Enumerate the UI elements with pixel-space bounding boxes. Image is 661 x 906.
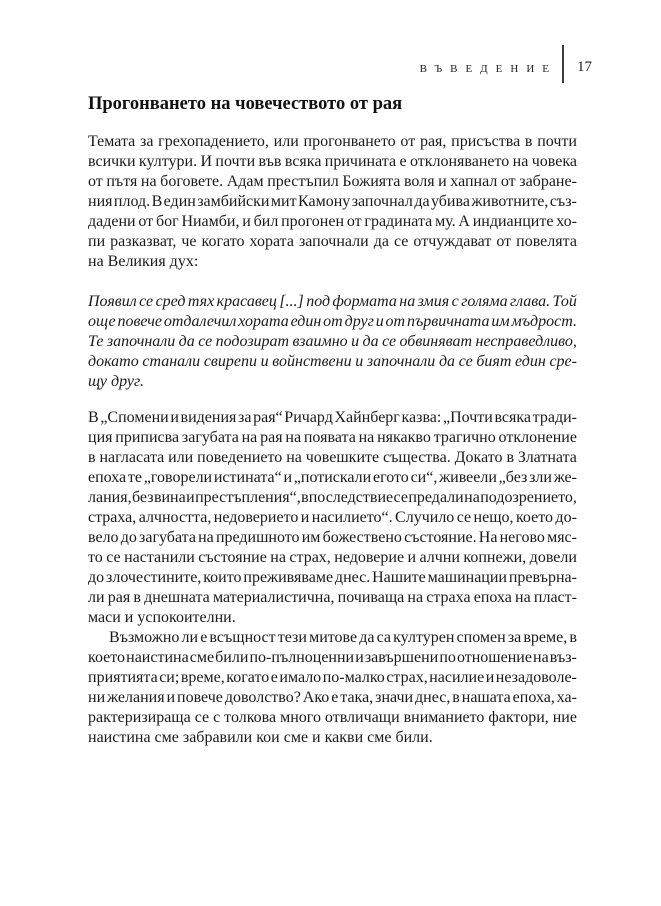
page-number: 17 (577, 59, 592, 75)
text-line: маси и успокоителни. (88, 609, 236, 626)
text-line: което наистина сме били по-пълноценни и завършени по отношение на въз- (88, 649, 577, 666)
paragraph (88, 628, 577, 748)
text-line: щу друг. (88, 373, 144, 390)
paragraph (88, 408, 577, 628)
text-line: в нагласата или поведението на човешките същества. Докато в Златната (88, 449, 577, 466)
text-line: страха, алчността, недоверието и насилието“. Случило се нещо, което до- (88, 509, 577, 526)
text-line: ли рая в днешната материалистична, почиваща на страха епоха на пласт- (88, 589, 577, 606)
text-line: епоха те „говорели истината“ и „потискали егото си“, живеели „без зли же- (88, 469, 577, 486)
text-line: ни желания и повече доволство? Ако е така, значи днес, в нашата епоха, ха- (88, 689, 577, 706)
text-line: дадени от бог Ниамби, и бил прогонен от градината му. А индианците хо- (88, 213, 577, 230)
text-line: наистина сме забравили кои сме и какви сме били. (88, 729, 433, 746)
text-line: В „Спомени и видения за рая“ Ричард Хайнберг казва: „Почти всяка тради- (88, 409, 577, 426)
text-line: Възможно ли е всъщност тези митове да са културен спомен за време, в (109, 629, 577, 646)
text-line: вело до загубата на предишното им божествено състояние. На негово мяс- (88, 529, 577, 546)
text-line: пи разказват, че когато хората започнали да се отчуждават от повелята (88, 233, 577, 250)
block-quote (88, 292, 577, 392)
text-line: ция приписва загубата на рая на появата на някакво трагично отклонение (88, 429, 577, 446)
text-line: лания, без вина и престъпления“, впоследствие се предали на подозрението, (88, 489, 577, 506)
text-line: ния плод. В един замбийски мит Камону започнал да убива животните, съз- (88, 193, 577, 210)
text-line: Появил се сред тях красавец [...] под формата на змия с голяма глава. Той (88, 293, 577, 310)
body-text (88, 132, 577, 748)
text-line: рактеризираща се с толкова много отвличащи вниманието фактори, ние (88, 709, 577, 726)
text-line: от пътя на боговете. Адам престъпил Божията воля и хапнал от забране- (88, 173, 577, 190)
header-divider-rule (562, 45, 564, 83)
text-line: всички култури. И почти във всяка причината е отклоняването на човека (88, 153, 577, 170)
running-head: ВЪВЕДЕНИЕ (419, 63, 557, 75)
text-line: приятията си; време, когато е имало по-малко страх, насилие и незадоволе- (88, 669, 577, 686)
text-line: то се настанили състояние на страх, недоверие и алчни копнежи, довели (88, 549, 577, 566)
section-heading: Прогонването на човечеството от рая (88, 94, 403, 114)
text-line: Темата за грехопадението, или прогонването от рая, присъства в почти (88, 133, 577, 150)
text-line: Те започнали да се подозират взаимно и да се обвиняват несправедливо, (88, 333, 577, 350)
paragraph (88, 132, 577, 272)
text-line: докато станали свирепи и войнствени и започнали да се бият един сре- (88, 353, 577, 370)
text-line: още повече отдалечил хората един от друг и от първичната им мъдрост. (88, 313, 577, 330)
text-line: до злочестините, които преживяваме днес. Нашите машинации превърна- (88, 569, 577, 586)
text-line: на Великия дух: (88, 253, 199, 270)
